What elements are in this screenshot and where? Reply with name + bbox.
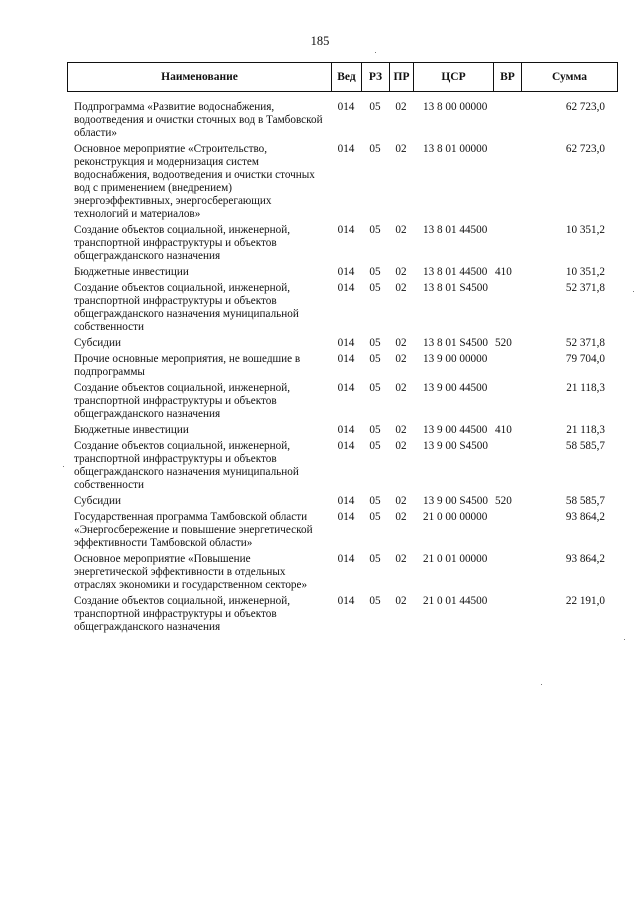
row-ved: 014 — [337, 353, 355, 365]
row-vr — [493, 553, 521, 592]
scan-speck — [375, 52, 376, 53]
row-name: Бюджетные инвестиции — [74, 424, 189, 436]
row-vr: 410 — [495, 266, 512, 278]
row-csr: 13 9 00 S4500 — [423, 495, 488, 507]
row-ved: 014 — [337, 224, 355, 236]
row-rz: 05 — [369, 353, 381, 365]
row-sum: 79 704,0 — [565, 353, 605, 365]
row-name: Бюджетные инвестиции — [74, 266, 189, 278]
row-pr: 02 — [395, 224, 407, 236]
row-ved: 014 — [337, 282, 355, 294]
header-rz: РЗ — [362, 63, 390, 92]
header-csr: ЦСР — [414, 63, 494, 92]
row-csr: 21 0 01 44500 — [423, 595, 488, 607]
row-ved: 014 — [337, 440, 355, 452]
row-vr — [493, 143, 521, 221]
row-csr: 13 9 00 44500 — [423, 382, 488, 394]
row-ved: 014 — [337, 143, 355, 155]
row-name: Создание объектов социальной, инженерной, транспортной инфраструктуры и объектов общегражданского назначения муниципальной собственности — [74, 440, 299, 491]
row-pr: 02 — [395, 495, 407, 507]
header-ved: Вед — [332, 63, 362, 92]
row-ved: 014 — [337, 101, 355, 113]
row-vr — [493, 101, 521, 140]
header-pr: ПР — [390, 63, 414, 92]
row-sum: 62 723,0 — [565, 101, 605, 113]
row-rz: 05 — [369, 511, 381, 523]
row-ved: 014 — [337, 511, 355, 523]
row-csr: 13 9 00 S4500 — [423, 440, 488, 452]
row-rz: 05 — [369, 143, 381, 155]
row-pr: 02 — [395, 440, 407, 452]
row-sum: 58 585,7 — [565, 440, 605, 452]
scan-speck — [633, 291, 634, 292]
row-sum: 52 371,8 — [565, 282, 605, 294]
row-sum: 21 118,3 — [566, 382, 605, 394]
row-csr: 21 0 01 00000 — [423, 553, 488, 565]
row-rz: 05 — [369, 553, 381, 565]
table-row — [67, 337, 617, 350]
row-rz: 05 — [369, 101, 381, 113]
row-name: Основное мероприятие «Строительство, реконструкция и модернизация систем водоснабжения, водоотведения и очистки сточных вод с применением (внедрением) энергоэффективных, энергосберегающих технологий и материалов» — [74, 143, 315, 220]
row-vr: 520 — [495, 495, 512, 507]
page-number: 185 — [310, 34, 330, 48]
row-name: Прочие основные мероприятия, не вошедшие в подпрограммы — [74, 353, 301, 378]
row-rz: 05 — [369, 266, 381, 278]
row-name: Субсидии — [74, 495, 121, 507]
row-sum: 93 864,2 — [565, 511, 605, 523]
table-header — [67, 62, 618, 92]
row-ved: 014 — [337, 337, 355, 349]
row-rz: 05 — [369, 282, 381, 294]
row-pr: 02 — [395, 511, 407, 523]
row-rz: 05 — [369, 424, 381, 436]
scan-speck — [624, 639, 625, 640]
row-name: Создание объектов социальной, инженерной, транспортной инфраструктуры и объектов общегражданского назначения — [74, 224, 291, 262]
row-csr: 13 8 01 S4500 — [423, 282, 488, 294]
row-sum: 93 864,2 — [565, 553, 605, 565]
row-pr: 02 — [395, 101, 407, 113]
row-ved: 014 — [337, 553, 355, 565]
row-csr: 13 8 01 S4500 — [423, 337, 488, 349]
row-name: Создание объектов социальной, инженерной, транспортной инфраструктуры и объектов общегражданского назначения муниципальной собственности — [74, 282, 299, 333]
row-sum: 52 371,8 — [565, 337, 605, 349]
row-csr: 21 0 00 00000 — [423, 511, 488, 523]
row-name: Создание объектов социальной, инженерной, транспортной инфраструктуры и объектов общегражданского назначения — [74, 595, 291, 633]
row-rz: 05 — [369, 440, 381, 452]
table-row — [67, 553, 617, 592]
row-ved: 014 — [337, 595, 355, 607]
row-name: Подпрограмма «Развитие водоснабжения, водоотведения и очистки сточных вод в Тамбовской области» — [74, 101, 323, 139]
row-rz: 05 — [369, 382, 381, 394]
row-ved: 014 — [337, 424, 355, 436]
table-row — [67, 101, 617, 140]
table-row — [67, 282, 617, 334]
row-rz: 05 — [369, 224, 381, 236]
row-csr: 13 9 00 00000 — [423, 353, 488, 365]
row-csr: 13 8 01 44500 — [423, 224, 488, 236]
row-pr: 02 — [395, 266, 407, 278]
row-sum: 58 585,7 — [565, 495, 605, 507]
table-row — [67, 266, 617, 279]
header-sum: Сумма — [522, 63, 618, 92]
table-row — [67, 353, 617, 379]
row-pr: 02 — [395, 382, 407, 394]
table-body — [67, 101, 617, 637]
row-vr: 410 — [495, 424, 512, 436]
row-vr — [493, 224, 521, 263]
row-name: Субсидии — [74, 337, 121, 349]
row-pr: 02 — [395, 282, 407, 294]
row-vr — [493, 440, 521, 492]
row-vr: 520 — [495, 337, 512, 349]
row-vr — [493, 595, 521, 634]
row-name: Создание объектов социальной, инженерной, транспортной инфраструктуры и объектов общегражданского назначения — [74, 382, 291, 420]
row-sum: 22 191,0 — [565, 595, 605, 607]
row-ved: 014 — [337, 495, 355, 507]
table-row — [67, 382, 617, 421]
scan-speck — [63, 466, 64, 467]
row-ved: 014 — [337, 266, 355, 278]
row-ved: 014 — [337, 382, 355, 394]
row-pr: 02 — [395, 595, 407, 607]
table-row — [67, 495, 617, 508]
table-row — [67, 595, 617, 634]
row-sum: 10 351,2 — [565, 266, 605, 278]
table-row — [67, 424, 617, 437]
header-name: Наименование — [68, 63, 332, 92]
row-rz: 05 — [369, 337, 381, 349]
row-pr: 02 — [395, 353, 407, 365]
row-csr: 13 8 00 00000 — [423, 101, 488, 113]
row-name: Основное мероприятие «Повышение энергетической эффективности в отдельных отраслях экономики и государственном секторе» — [74, 553, 308, 591]
table-row — [67, 143, 617, 221]
row-vr — [493, 282, 521, 334]
header-vr: ВР — [494, 63, 522, 92]
row-vr — [493, 382, 521, 421]
table-row — [67, 224, 617, 263]
row-csr: 13 8 01 00000 — [423, 143, 488, 155]
row-sum: 62 723,0 — [565, 143, 605, 155]
row-sum: 21 118,3 — [566, 424, 605, 436]
row-rz: 05 — [369, 595, 381, 607]
row-vr — [493, 511, 521, 550]
row-pr: 02 — [395, 337, 407, 349]
row-pr: 02 — [395, 424, 407, 436]
row-name: Государственная программа Тамбовской области «Энергосбережение и повышение энергетической эффективности Тамбовской области» — [74, 511, 313, 549]
row-csr: 13 9 00 44500 — [423, 424, 488, 436]
scan-speck — [541, 684, 542, 685]
row-sum: 10 351,2 — [565, 224, 605, 236]
row-pr: 02 — [395, 553, 407, 565]
row-csr: 13 8 01 44500 — [423, 266, 488, 278]
row-vr — [493, 353, 521, 379]
table-row — [67, 440, 617, 492]
row-rz: 05 — [369, 495, 381, 507]
row-pr: 02 — [395, 143, 407, 155]
table-row — [67, 511, 617, 550]
